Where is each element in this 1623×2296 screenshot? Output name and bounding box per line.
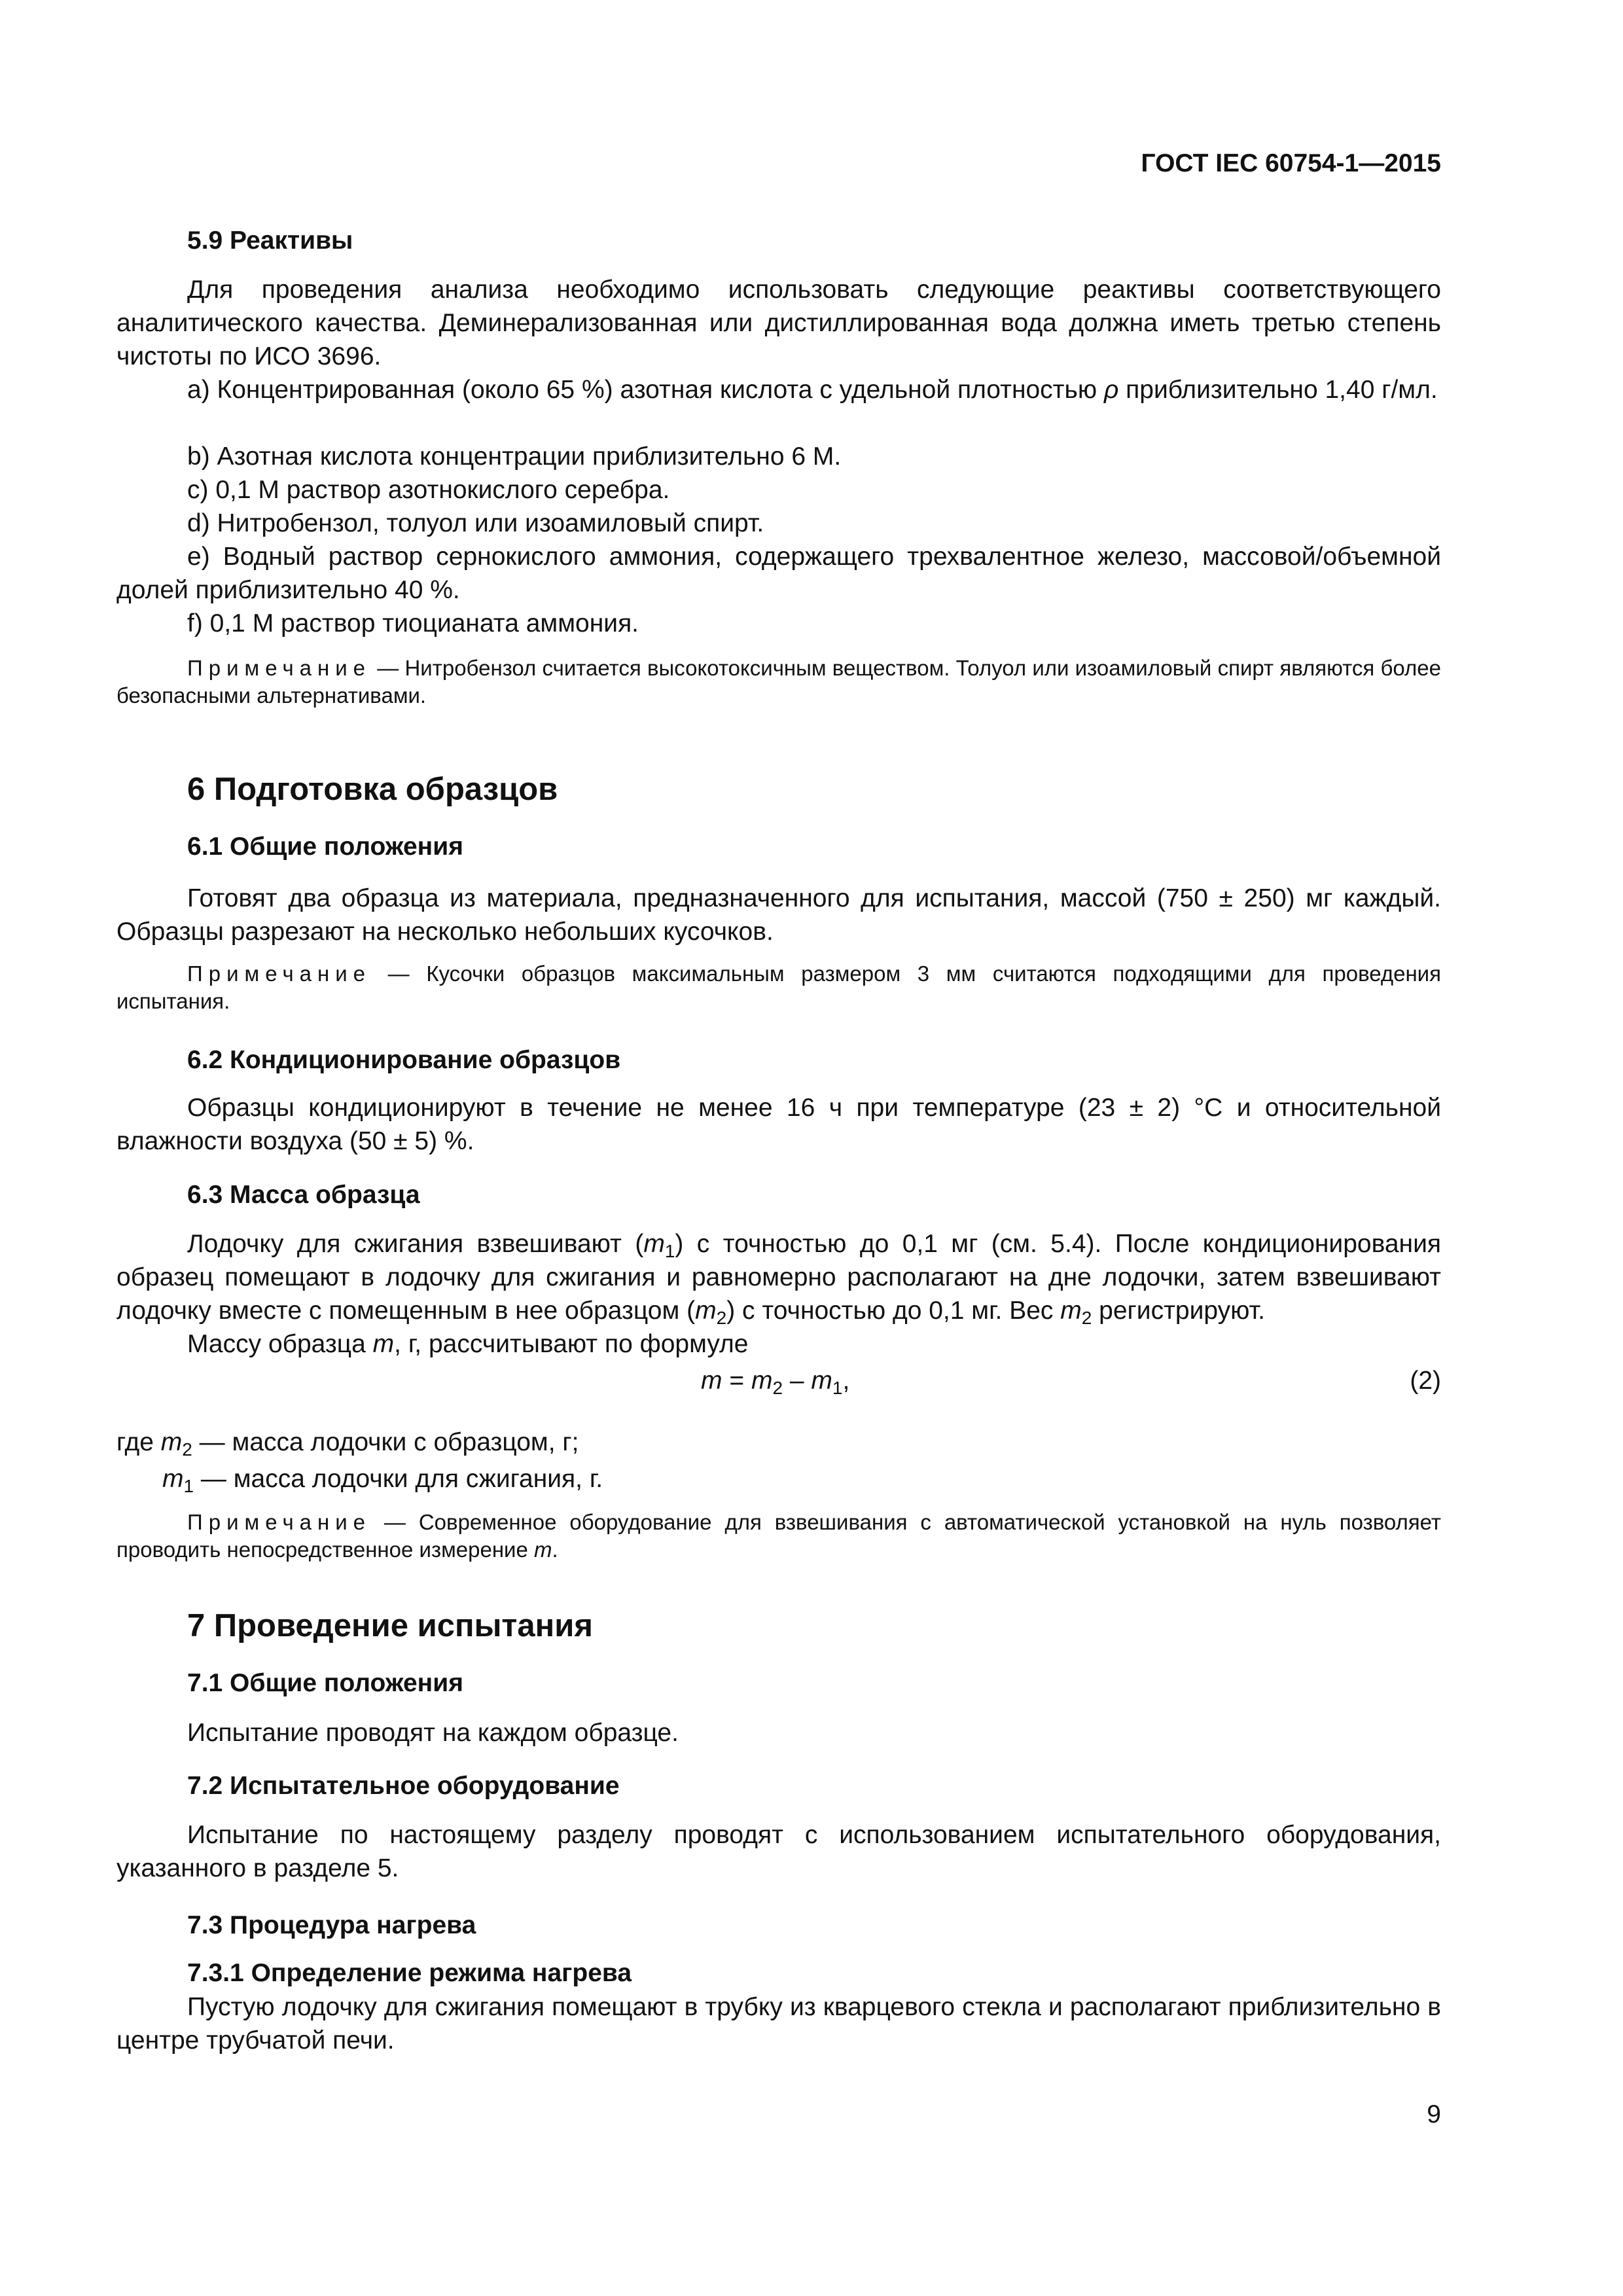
- section-7-3-1-text: Пустую лодочку для сжигания помещают в трубку из кварцевого стекла и располагают приблизительно в центре трубчатой печи.: [116, 1993, 1441, 2054]
- section-6-heading: 6 Подготовка образцов: [187, 772, 558, 807]
- section-7-1-text: Испытание проводят на каждом образце.: [187, 1719, 679, 1747]
- section-7-2-text: Испытание по настоящему разделу проводят с использованием испытательного оборудования, указанного в разделе 5.: [116, 1821, 1441, 1882]
- reagent-item-f: f) 0,1 М раствор тиоцианата аммония.: [187, 609, 639, 637]
- note-6-1: [116, 960, 1441, 1015]
- subscript: 2: [1081, 1308, 1092, 1328]
- section-6-3-formula-intro: [116, 1327, 1441, 1361]
- text-run: Массу образца: [187, 1330, 373, 1358]
- section-6-1-text: Готовят два образца из материала, предназначенного для испытания, массой (750 ± 250) мг каждый. Образцы разрезают на несколько небольших кусочков.: [116, 884, 1441, 946]
- var-m: m: [701, 1367, 722, 1395]
- section-6-3-paragraph: [116, 1227, 1441, 1327]
- equals-sign: =: [722, 1367, 751, 1395]
- reagent-item-a: [116, 373, 1441, 406]
- var-m: m: [160, 1428, 183, 1456]
- var-m: m: [1060, 1297, 1082, 1325]
- note-5-9: [116, 655, 1441, 709]
- reagent-item-d: d) Нитробензол, толуол или изоамиловый спирт.: [187, 509, 764, 537]
- where-line-1: [116, 1424, 1441, 1461]
- text-run: ) с точностью до 0,1 мг. Вес: [726, 1297, 1061, 1325]
- comma: ,: [842, 1367, 850, 1395]
- item-a-text: a) Концентрированная (около 65 %) азотная кислота с удельной плотностью: [187, 376, 1104, 404]
- note-end: .: [552, 1537, 558, 1562]
- subscript: 2: [772, 1378, 783, 1398]
- subscript: 1: [832, 1378, 843, 1398]
- reagent-item-b: b) Азотная кислота концентрации приблизительно 6 М.: [187, 442, 842, 471]
- section-7-3-heading: 7.3 Процедура нагрева: [187, 1911, 476, 1939]
- reagent-item-c: c) 0,1 М раствор азотнокислого серебра.: [187, 476, 670, 504]
- section-7-1-heading: 7.1 Общие положения: [187, 1669, 463, 1697]
- text-run: ) с точностью до 0,1 мг (см. 5.4). После кондиционирования образец помещают в лодочку для сжигания и равномерно располагают на дне лодочки, затем взвешивают лодочку вместе с помещенным в нее образцом (: [116, 1230, 1442, 1325]
- text-run: , г, рассчитывают по формуле: [394, 1330, 749, 1358]
- where-word: где: [116, 1428, 161, 1456]
- var-m: m: [695, 1297, 717, 1325]
- where-definition: — масса лодочки с образцом, г;: [192, 1428, 579, 1456]
- reagent-item-e: e) Водный раствор сернокислого аммония, содержащего трехвалентное железо, массовой/объемной долей приблизительно 40 %.: [116, 543, 1441, 604]
- page-number: 9: [1427, 2100, 1441, 2128]
- text-run: регистрируют.: [1092, 1297, 1265, 1325]
- var-m: m: [751, 1367, 773, 1395]
- section-6-3-heading: 6.3 Масса образца: [187, 1181, 420, 1209]
- subscript: 1: [664, 1241, 675, 1261]
- subscript: 1: [183, 1476, 194, 1496]
- var-m: m: [811, 1367, 832, 1395]
- var-m: m: [162, 1465, 184, 1493]
- section-6-2-text: Образцы кондиционируют в течение не менее 16 ч при температуре (23 ± 2) °C и относительной влажности воздуха (50 ± 5) %.: [116, 1094, 1441, 1155]
- section-6-1-heading: 6.1 Общие положения: [187, 833, 463, 861]
- subscript: 2: [716, 1308, 727, 1328]
- note-text: — Современное оборудование для взвешивания с автоматической установкой на нуль позволяет проводить непосредственное измерение: [116, 1510, 1441, 1562]
- section-7-heading: 7 Проведение испытания: [187, 1608, 593, 1643]
- note-label: Примечание: [187, 656, 372, 680]
- note-label: Примечание: [187, 1510, 372, 1534]
- document-header: ГОСТ IEC 60754-1—2015: [1141, 149, 1441, 177]
- note-text: — Кусочки образцов максимальным размером 3 мм считаются подходящими для проведения испытания.: [116, 961, 1441, 1013]
- subscript: 2: [182, 1439, 192, 1460]
- section-7-3-1-heading: 7.3.1 Определение режима нагрева: [187, 1959, 632, 1987]
- item-a-text-end: приблизительно 1,40 г/мл.: [1118, 376, 1438, 404]
- formula-number: (2): [1410, 1367, 1441, 1395]
- note-text: — Нитробензол считается высокотоксичным веществом. Толуол или изоамиловый спирт являются более безопасными альтернативами.: [116, 656, 1441, 708]
- var-m: m: [372, 1330, 395, 1358]
- text-run: Лодочку для сжигания взвешивают (: [187, 1230, 644, 1258]
- section-5-9-heading: 5.9 Реактивы: [187, 226, 353, 255]
- var-m: m: [643, 1230, 665, 1258]
- minus-sign: –: [783, 1367, 812, 1395]
- document-page: [116, 0, 1441, 2296]
- note-6-3: [116, 1509, 1441, 1564]
- rho-symbol: ρ: [1103, 376, 1119, 404]
- where-line-2: [116, 1461, 1441, 1498]
- var-m: m: [534, 1537, 552, 1562]
- section-7-2-heading: 7.2 Испытательное оборудование: [187, 1772, 620, 1800]
- section-5-9-intro: Для проведения анализа необходимо использовать следующие реактивы соответствующего аналитического качества. Деминерализованная или дистиллированная вода должна иметь третью степень чистоты по ИСО 3696.: [116, 276, 1441, 370]
- section-6-2-heading: 6.2 Кондиционирование образцов: [187, 1046, 621, 1074]
- note-label: Примечание: [187, 961, 372, 986]
- formula-expression: [701, 1367, 850, 1398]
- where-definition: — масса лодочки для сжигания, г.: [194, 1465, 603, 1493]
